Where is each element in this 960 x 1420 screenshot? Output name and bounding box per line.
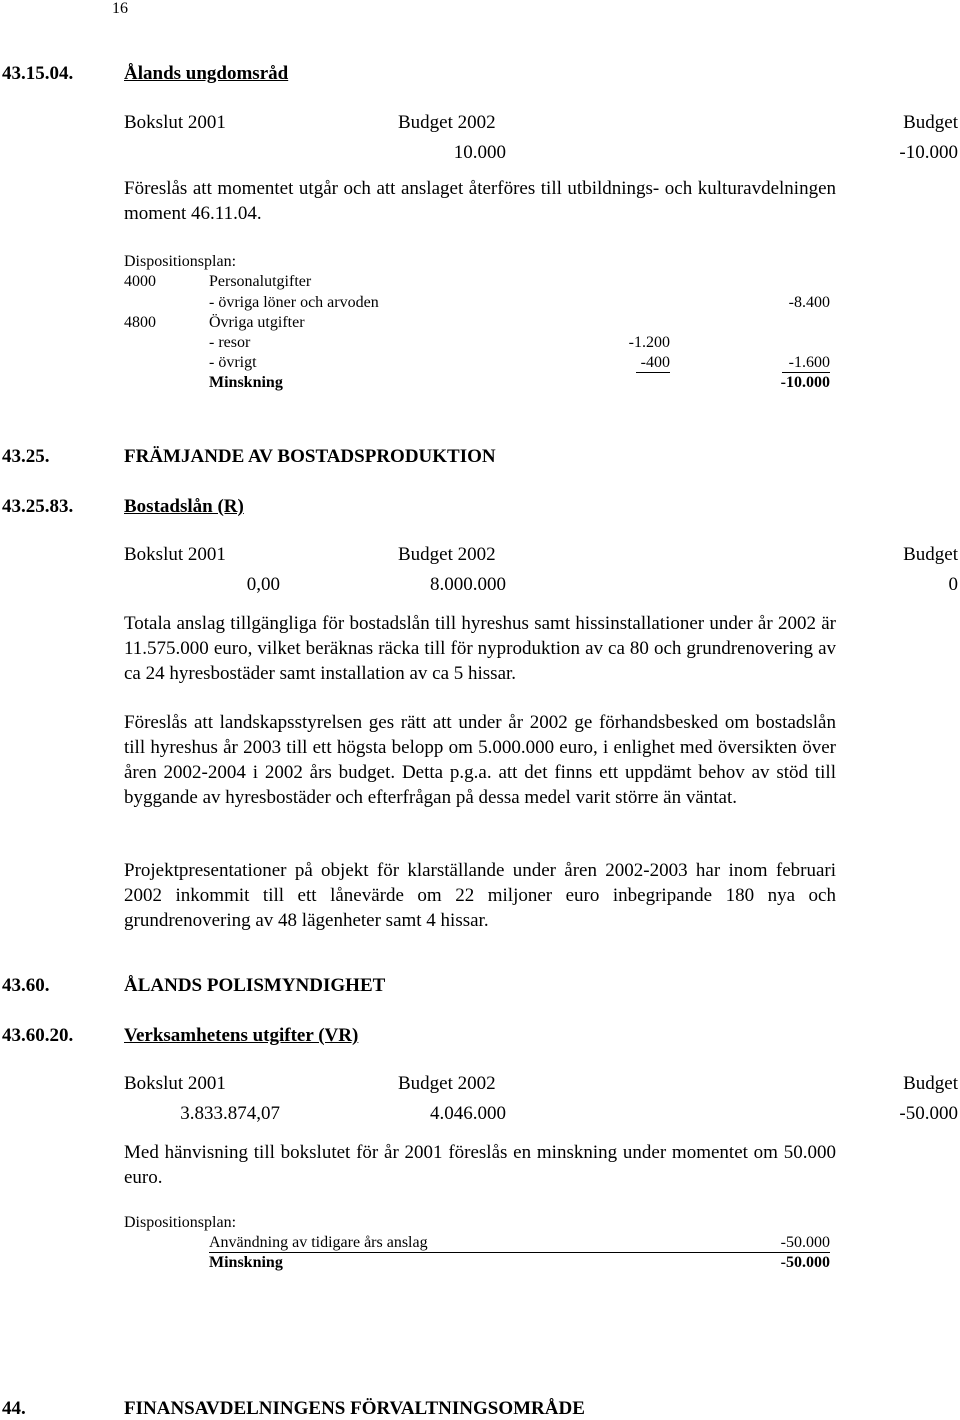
section-title: Ålands ungdomsråd bbox=[124, 63, 289, 84]
plan-value: -1.200 bbox=[628, 334, 670, 351]
plan-item-label: Övriga utgifter bbox=[209, 314, 305, 331]
value-budget: 0 bbox=[948, 574, 958, 595]
section-text: Föreslås att momentet utgår och att anslaget återföres till utbildnings- och kulturavdelningen moment 46.11.04. bbox=[124, 178, 836, 224]
section-title: ÅLANDS POLISMYNDIGHET bbox=[124, 975, 386, 996]
header-budget: Budget bbox=[903, 544, 958, 565]
section-text: Med hänvisning till bokslutet för år 2001 föreslås en minskning under momentet om 50.000 euro. bbox=[124, 1142, 836, 1188]
plan-total-label: Minskning bbox=[209, 374, 283, 391]
section-number: 43.60.20. bbox=[2, 1025, 74, 1046]
header-budget-2002: Budget 2002 bbox=[398, 1073, 496, 1094]
plan-total-value: -10.000 bbox=[780, 374, 830, 391]
plan-value: -1.600 bbox=[788, 354, 830, 371]
section-paragraph: Projektpresentationer på objekt för klarställande under åren 2002-2003 har inom februari 2002 inkommit till ett lånevärde om 22 miljoner euro inbegripande 180 nya och grundrenovering av 48 lägenheter samt 4 hissar. bbox=[124, 860, 836, 931]
header-budget-2002: Budget 2002 bbox=[398, 544, 496, 565]
plan-code: 4000 bbox=[124, 273, 156, 290]
header-budget-2002: Budget 2002 bbox=[398, 112, 496, 133]
plan-total-value: -50.000 bbox=[780, 1254, 830, 1271]
plan-item-label: - övrigt bbox=[209, 354, 257, 371]
section-title: FRÄMJANDE AV BOSTADSPRODUKTION bbox=[124, 446, 496, 467]
plan-code: 4800 bbox=[124, 314, 156, 331]
value-budget: -50.000 bbox=[899, 1103, 958, 1124]
section-paragraph: Totala anslag tillgängliga för bostadslån till hyreshus samt hissinstallationer under år 2002 är 11.575.000 euro, vilket beräknas räcka till för nyproduktion av ca 80 och grundrenovering av ca 24 hyresbostäder samt installation av ca 5 hissar. bbox=[124, 613, 836, 684]
plan-value: -8.400 bbox=[788, 294, 830, 311]
plan-value: -400 bbox=[640, 354, 670, 371]
plan-item-label: - resor bbox=[209, 334, 251, 351]
section-title: Verksamhetens utgifter (VR) bbox=[124, 1025, 359, 1046]
header-budget: Budget bbox=[903, 112, 958, 133]
value-bokslut-2001: 0,00 bbox=[246, 574, 280, 595]
disposition-plan-label: Dispositionsplan: bbox=[124, 253, 237, 270]
disposition-plan-label: Dispositionsplan: bbox=[124, 1214, 237, 1231]
value-budget-2002: 4.046.000 bbox=[430, 1103, 506, 1124]
value-budget-2002: 10.000 bbox=[453, 142, 506, 163]
header-budget: Budget bbox=[903, 1073, 958, 1094]
plan-item-label: Användning av tidigare års anslag bbox=[209, 1234, 428, 1251]
header-bokslut-2001: Bokslut 2001 bbox=[124, 544, 226, 565]
section-number: 43.60. bbox=[2, 975, 50, 996]
value-bokslut-2001: 3.833.874,07 bbox=[180, 1103, 280, 1124]
plan-item-label: - övriga löner och arvoden bbox=[209, 294, 379, 311]
plan-total-label: Minskning bbox=[209, 1254, 283, 1271]
section-number: 43.25.83. bbox=[2, 496, 74, 517]
header-bokslut-2001: Bokslut 2001 bbox=[124, 1073, 226, 1094]
header-bokslut-2001: Bokslut 2001 bbox=[124, 112, 226, 133]
section-paragraph: Föreslås att landskapsstyrelsen ges rätt att under år 2002 ge förhandsbesked om bostadslån till hyreshus år 2003 till ett högsta belopp om 5.000.000 euro, i enlighet med översikten över åren 2002-2004 i 2002 års budget. Detta p.g.a. att det finns ett uppdämt behov av stöd till byggande av hyresbostäder och efterfrågan på dessa medel varit större än väntat. bbox=[124, 712, 836, 808]
section-title: FINANSAVDELNINGENS FÖRVALTNINGSOMRÅDE bbox=[124, 1398, 585, 1419]
section-number: 43.15.04. bbox=[2, 63, 74, 84]
section-title: Bostadslån (R) bbox=[124, 496, 244, 517]
section-number: 44. bbox=[2, 1398, 26, 1419]
section-number: 43.25. bbox=[2, 446, 50, 467]
plan-item-label: Personalutgifter bbox=[209, 273, 312, 290]
page-number: 16 bbox=[112, 0, 128, 17]
value-budget-2002: 8.000.000 bbox=[430, 574, 506, 595]
value-budget: -10.000 bbox=[899, 142, 958, 163]
plan-value: -50.000 bbox=[780, 1234, 830, 1251]
